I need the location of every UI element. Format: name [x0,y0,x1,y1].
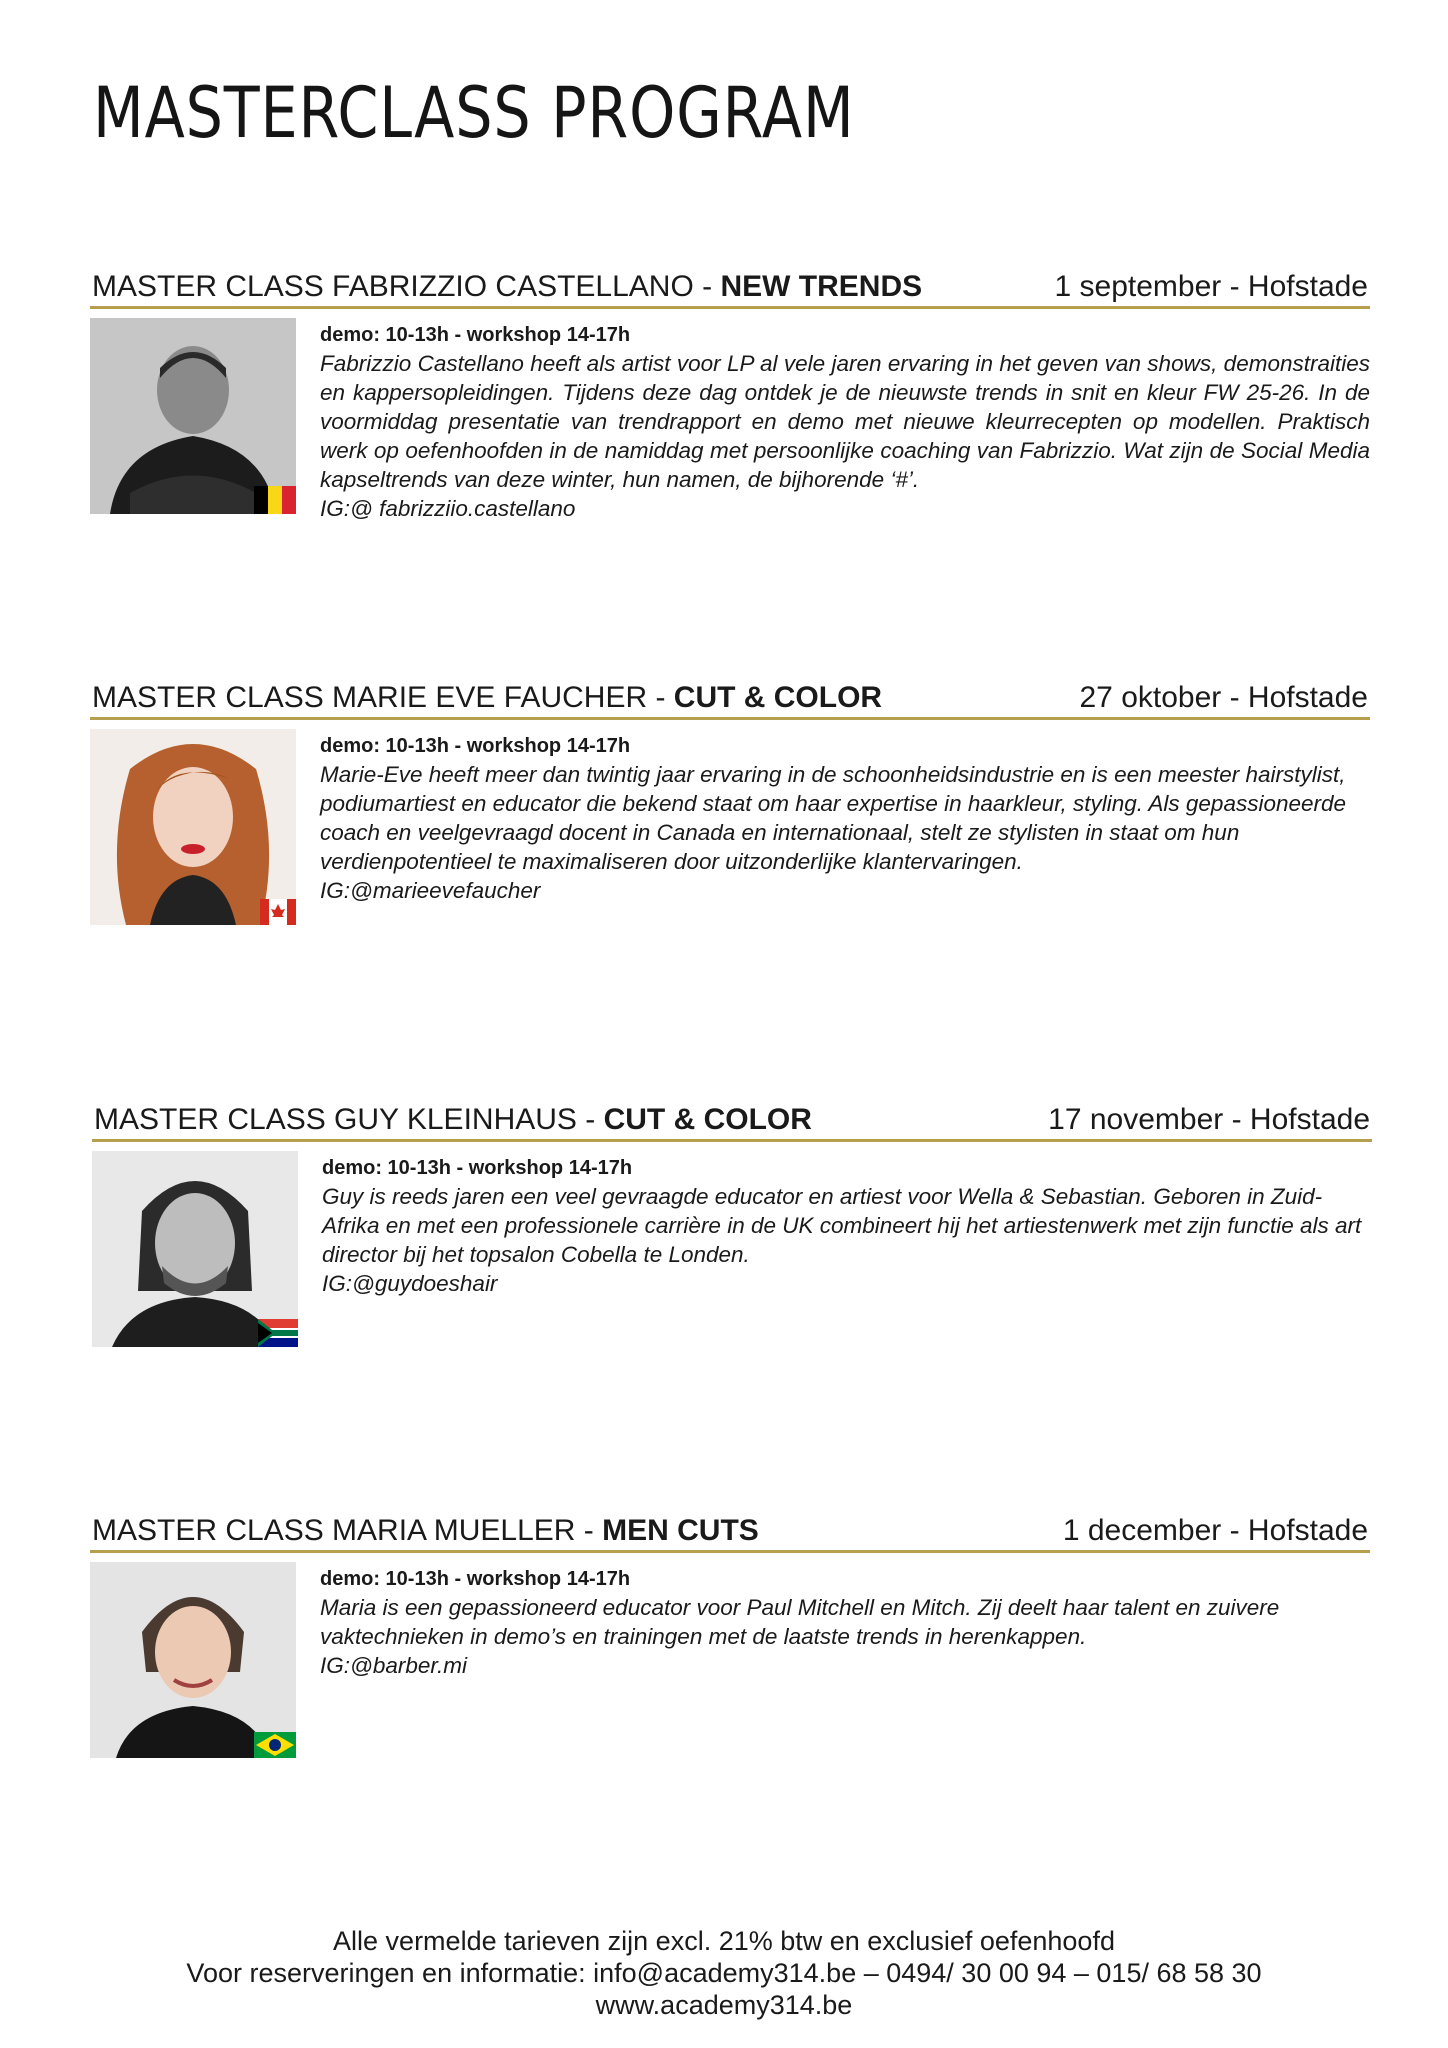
masterclass-date: 1 december - Hofstade [1062,1514,1368,1547]
brazil-flag-icon [254,1732,296,1758]
masterclass-theme: MEN CUTS [602,1514,759,1547]
masterclass-date: 1 september - Hofstade [1054,270,1368,303]
footer-contact: Voor reserveringen en informatie: info@academy314.be – 0494/ 30 00 94 – 015/ 68 58 30 [186,1958,1262,1988]
masterclass-header [92,1101,1372,1142]
masterclass-fabrizzio [90,268,1370,521]
canada-flag-icon [260,899,296,925]
masterclass-guy [92,1101,1372,1296]
masterclass-date: 17 november - Hofstade [1048,1103,1370,1136]
masterclass-header [90,679,1370,720]
masterclass-maria [90,1512,1370,1678]
belgium-flag-icon [254,486,296,514]
footer-website-link[interactable]: www.academy314.be [595,1990,853,2020]
masterclass-theme: CUT & COLOR [603,1103,812,1136]
masterclass-body [320,1568,1370,1680]
masterclass-marie-eve [90,679,1370,903]
instagram-handle: IG:@ fabrizziio.castellano [320,496,576,521]
south-africa-flag-icon [258,1319,298,1347]
masterclass-title-prefix: MASTER CLASS FABRIZZIO CASTELLANO - [92,270,721,303]
instagram-handle: IG:@marieevefaucher [320,878,541,903]
instructor-photo [90,1562,296,1758]
masterclass-title [92,1514,759,1548]
masterclass-date: 27 oktober - Hofstade [1079,681,1368,714]
instagram-handle: IG:@barber.mi [320,1653,468,1678]
masterclass-description: Guy is reeds jaren een veel gevraagde educator en artiest voor Wella & Sebastian. Geboren in Zuid-Afrika en met een professionele carrière in de UK combineert hij het artiestenwerk met zijn functie als art director bij het topsalon Cobella te Londen. [322,1184,1362,1267]
footer [0,1925,1448,2021]
masterclass-description: Fabrizzio Castellano heeft als artist voor LP al vele jaren ervaring in het geven van shows, demonstraities en kappersopleidingen. Tijdens deze dag ontdek je de nieuwste trends in snit en kleur FW 25-26. In de voormiddag presentatie van trendrapport en demo met nieuwe kleurrecepten op modellen. Praktisch werk op oefenhoofden in de namiddag met persoonlijke coaching van Fabrizzio. Wat zijn de Social Media kapseltrends van deze winter, hun namen, de bijhorende ‘#’. [320,351,1370,492]
masterclass-title [92,270,922,304]
page-title: MASTERCLASS PROGRAM [93,72,855,154]
masterclass-description: Maria is een gepassioneerd educator voor Paul Mitchell en Mitch. Zij deelt haar talent en zuivere vaktechnieken in demo’s en trainingen met de laatste trends in herenkappen. [320,1595,1280,1649]
footer-pricing-note: Alle vermelde tarieven zijn excl. 21% btw en exclusief oefenhoofd [333,1926,1115,1956]
masterclass-schedule: demo: 10-13h - workshop 14-17h [322,1157,633,1179]
masterclass-schedule: demo: 10-13h - workshop 14-17h [320,324,631,346]
masterclass-title-prefix: MASTER CLASS MARIA MUELLER - [92,1514,603,1547]
masterclass-description: Marie-Eve heeft meer dan twintig jaar ervaring in de schoonheidsindustrie en is een meester hairstylist, podiumartiest en educator die bekend staat om haar expertise in haarkleur, styling. Als gepassioneerde coach en veelgevraagd docent in Canada en internationaal, stelt ze stylisten in staat om hun verdienpotentieel te maximaliseren door uitzonderlijke klantervaringen. [320,762,1347,874]
masterclass-schedule: demo: 10-13h - workshop 14-17h [320,735,631,757]
masterclass-theme: NEW TRENDS [720,270,923,303]
instructor-photo [90,729,296,925]
masterclass-body [320,324,1370,523]
masterclass-header [90,1512,1370,1553]
masterclass-title [94,1103,812,1137]
instructor-photo [92,1151,298,1347]
masterclass-header [90,268,1370,309]
masterclass-title-prefix: MASTER CLASS GUY KLEINHAUS - [94,1103,604,1136]
masterclass-schedule: demo: 10-13h - workshop 14-17h [320,1568,631,1590]
masterclass-body [320,735,1370,905]
masterclass-body [322,1157,1372,1298]
masterclass-theme: CUT & COLOR [673,681,883,714]
masterclass-title-prefix: MASTER CLASS MARIE EVE FAUCHER - [92,681,674,714]
masterclass-title [92,681,882,715]
instructor-photo [90,318,296,514]
instagram-handle: IG:@guydoeshair [322,1271,498,1296]
